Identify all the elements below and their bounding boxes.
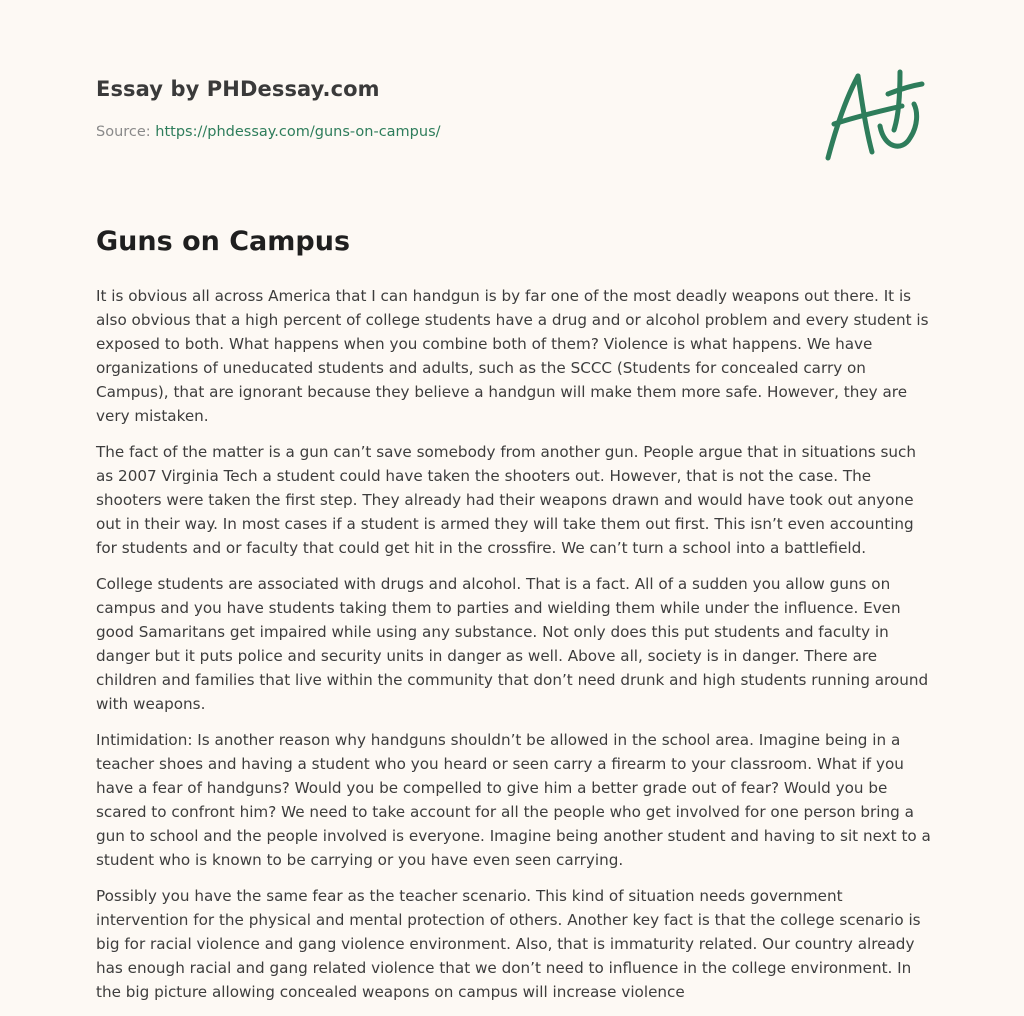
essay-paragraph: It is obvious all across America that I can handgun is by far one of the most deadly weapons out there. It is also obvious that a high percent of college students have a drug and or alcohol problem and every student is exposed to both. What happens when you combine both of them? Violence is what happens. We have organizations of uneducated students and adults, such as the SCCC (Students for concealed carry on Campus), that are ignorant because they believe a handgun will make them more safe. However, they are very mistaken. [96,287,929,425]
source-line [96,124,441,140]
essay-paragraph: The fact of the matter is a gun can’t save somebody from another gun. People argue that in situations such as 2007 Virginia Tech a student could have taken the shooters out. However, that is not the case. The shooters were taken the first step. They already had their weapons drawn and would have took out anyone out in their way. In most cases if a student is armed they will take them out first. This isn’t even accounting for students and or faculty that could get hit in the crossfire. We can’t turn a school into a battlefield. [96,443,916,557]
essay-paragraph: Possibly you have the same fear as the teacher scenario. This kind of situation needs government intervention for the physical and mental protection of others. Another key fact is that the college scenario is big for racial violence and gang violence environment. Also, that is immaturity related. Our country already has enough racial and gang related violence that we don’t need to influence in the college environment. In the big picture allowing concealed weapons on campus will increase violence [96,887,921,1001]
site-brand: Essay by PHDessay.com [96,77,380,101]
essay-body [96,284,934,1016]
source-label: Source: [96,124,151,140]
essay-paragraph: College students are associated with drugs and alcohol. That is a fact. All of a sudden you allow guns on campus and you have students taking them to parties and wielding them while under the influence. Even good Samaritans get impaired while using any substance. Not only does this put students and faculty in danger but it puts police and security units in danger as well. Above all, society is in danger. There are children and families that live within the community that don’t need drunk and high students running around with weapons. [96,575,929,713]
a-plus-grade-icon [818,68,930,164]
source-link[interactable]: https://phdessay.com/guns-on-campus/ [155,124,441,140]
essay-paragraph: Intimidation: Is another reason why handguns shouldn’t be allowed in the school area. Imagine being in a teacher shoes and having a student who you heard or seen carry a firearm to your classroom. What if you have a fear of handguns? Would you be compelled to give him a better grade out of fear? Would you be scared to confront him? We need to take account for all the people who get involved for one person bring a gun to school and the people involved is everyone. Imagine being another student and having to sit next to a student who is known to be carrying or you have even seen carrying. [96,731,931,869]
essay-title: Guns on Campus [96,226,351,257]
